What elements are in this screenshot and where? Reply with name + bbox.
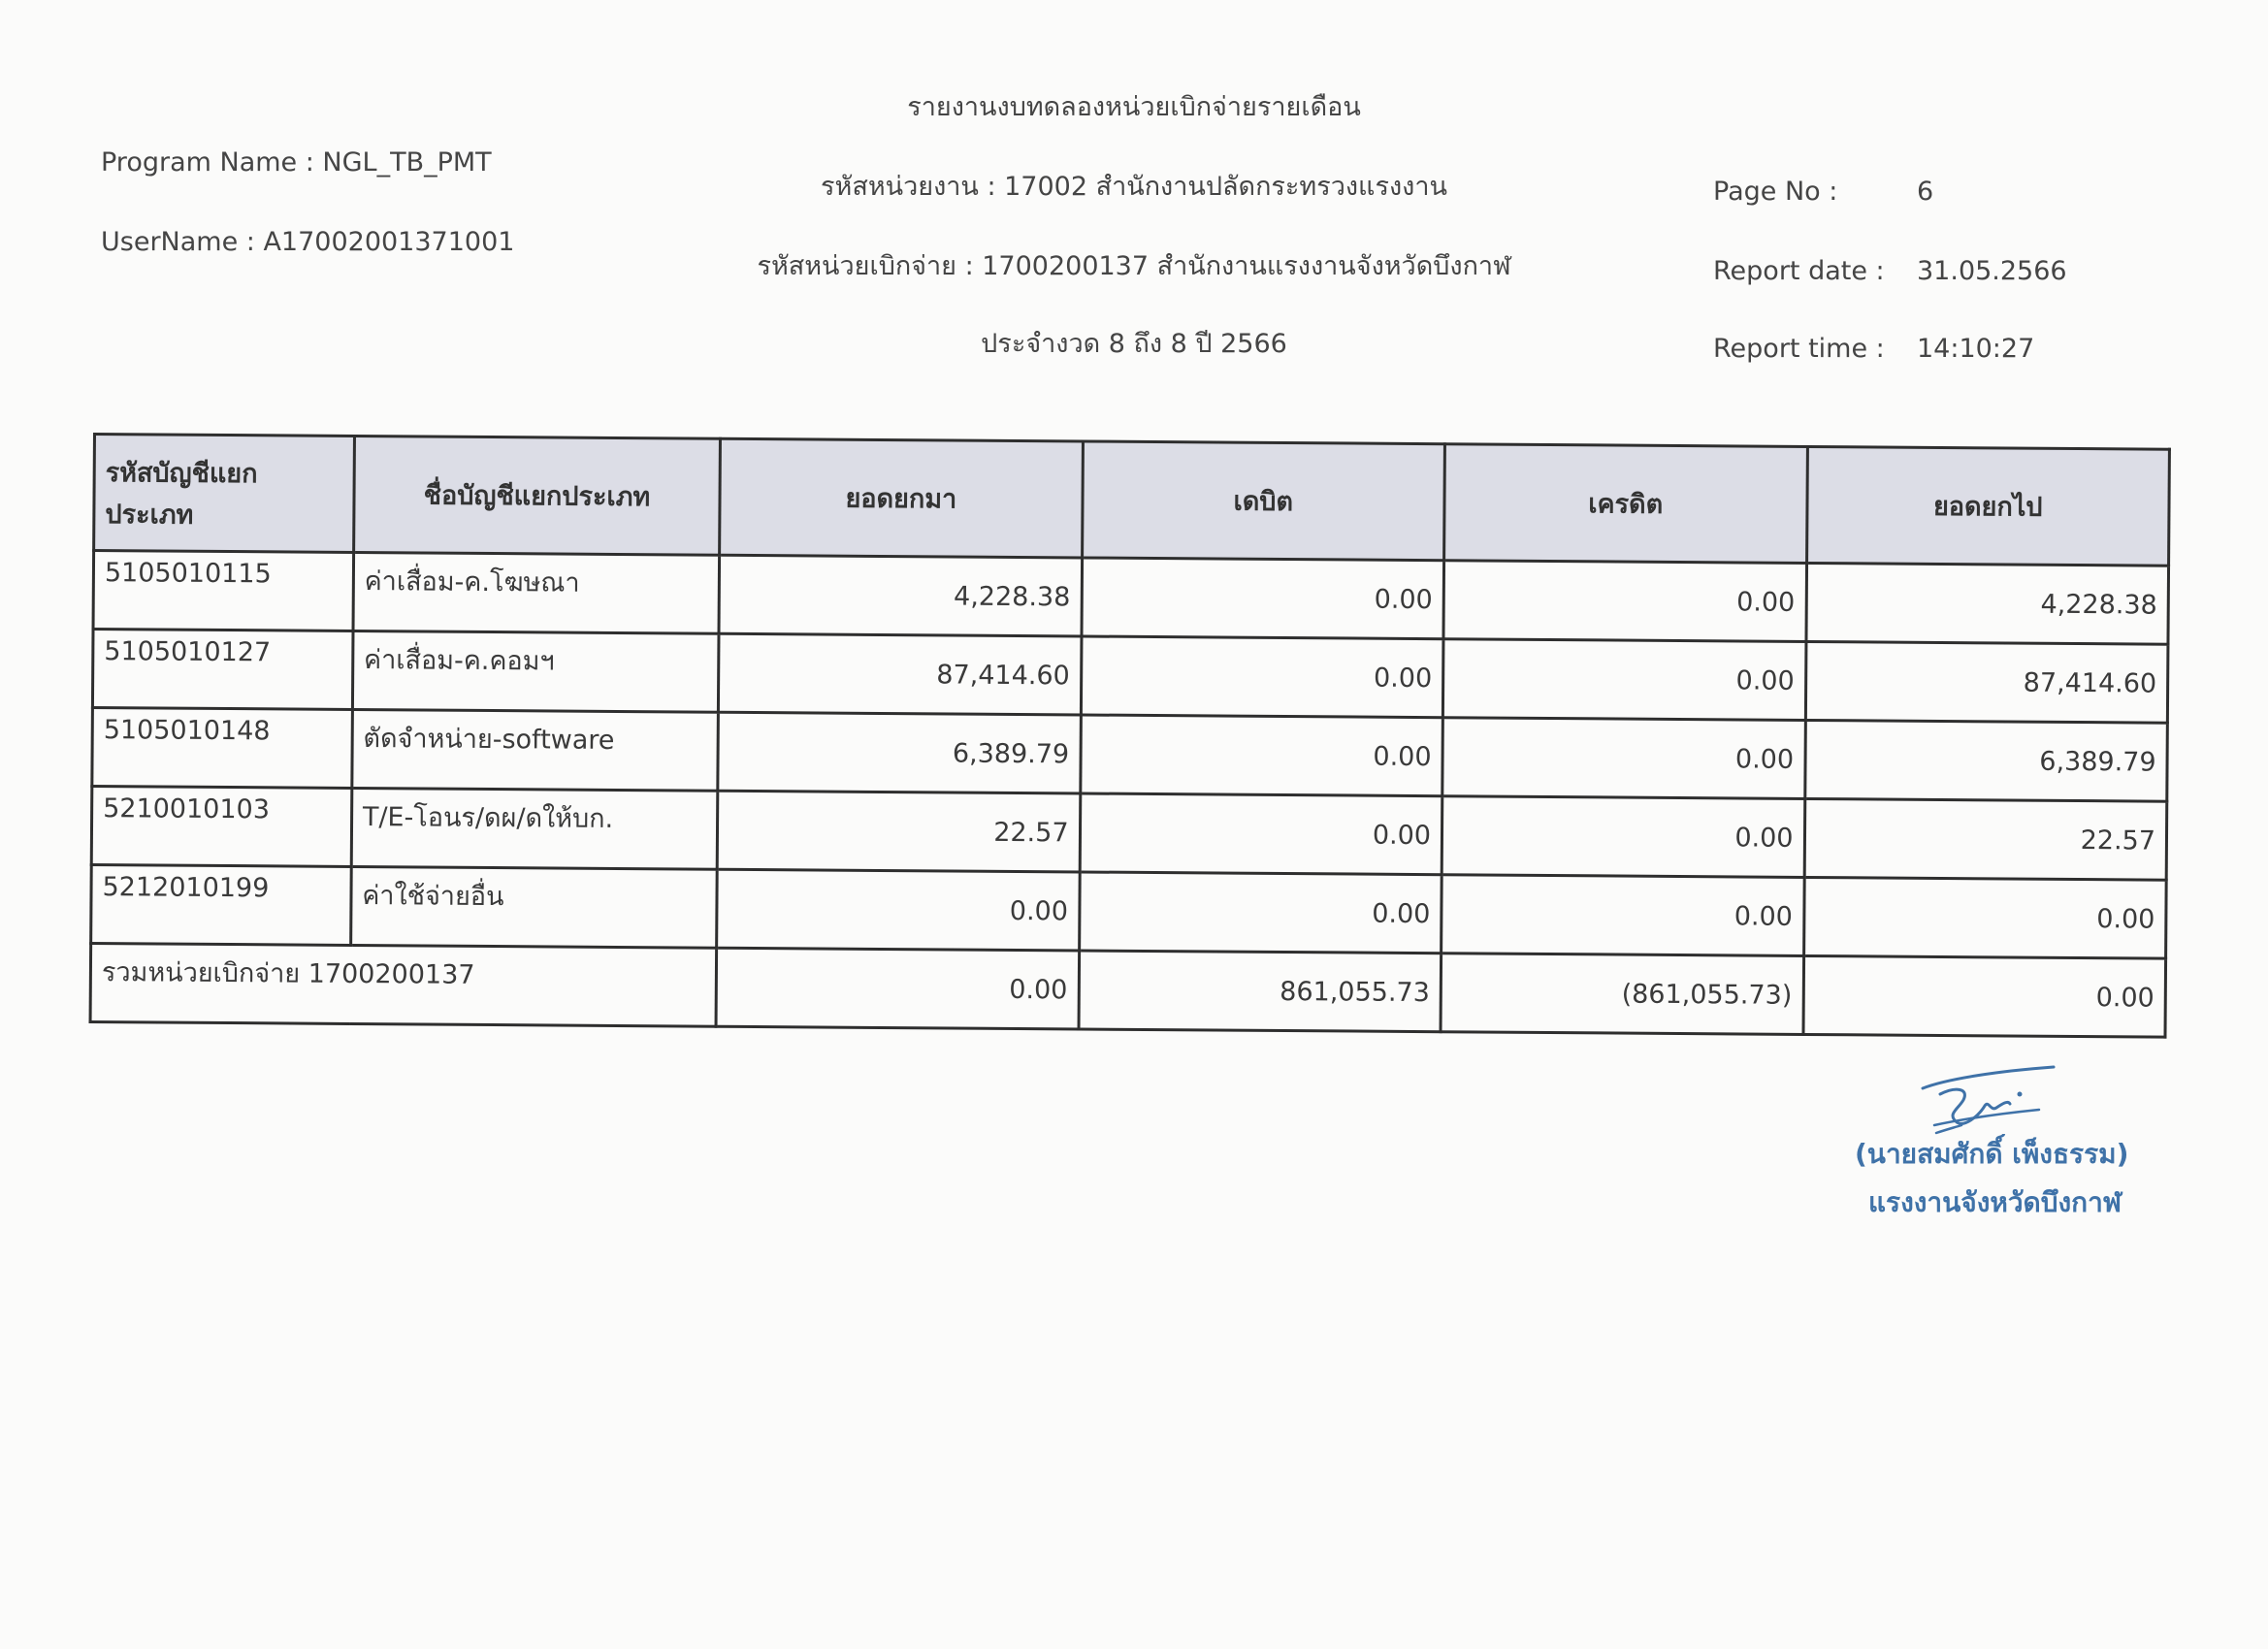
carried-forward: 4,228.38 bbox=[1805, 563, 2168, 644]
credit: 0.00 bbox=[1442, 718, 1805, 799]
account-name: ค่าเสื่อม-ค.โฆษณา bbox=[353, 552, 720, 633]
credit: 0.00 bbox=[1442, 875, 1804, 956]
col-header-credit: เครดิต bbox=[1444, 444, 1807, 564]
signatory-name: (นายสมศักดิ์ เพ็งธรรม) bbox=[1855, 1138, 2129, 1170]
account-code: 5105010127 bbox=[92, 630, 352, 710]
account-code: 5212010199 bbox=[91, 864, 351, 945]
col-header-debit: เดบิต bbox=[1082, 441, 1444, 561]
table-row bbox=[91, 864, 2167, 958]
report-date bbox=[1713, 256, 2067, 286]
carried-forward: 22.57 bbox=[1804, 798, 2167, 880]
total-credit: (861,055.73) bbox=[1441, 954, 1803, 1035]
col-header-account-name: ชื่อบัญชีแยกประเภท bbox=[353, 436, 720, 555]
total-brought-forward: 0.00 bbox=[716, 948, 1079, 1029]
program-name: Program Name : NGL_TB_PMT bbox=[101, 147, 492, 178]
page-no bbox=[1713, 177, 1933, 207]
page-no-label: Page No : bbox=[1713, 177, 1838, 207]
account-code: 5210010103 bbox=[91, 787, 351, 867]
carried-forward: 87,414.60 bbox=[1805, 641, 2168, 723]
carried-forward: 6,389.79 bbox=[1804, 720, 2167, 801]
trial-balance-table bbox=[89, 433, 2171, 1039]
account-code: 5105010115 bbox=[93, 551, 353, 631]
total-debit: 861,055.73 bbox=[1079, 951, 1442, 1032]
brought-forward: 87,414.60 bbox=[719, 633, 1082, 715]
table-header-row bbox=[94, 435, 2170, 566]
report-title: รายงานงบทดลองหน่วยเบิกจ่ายรายเดือน bbox=[907, 92, 1361, 122]
debit: 0.00 bbox=[1081, 636, 1443, 718]
report-date-label: Report date : bbox=[1713, 256, 1885, 286]
period-line: ประจำงวด 8 ถึง 8 ปี 2566 bbox=[981, 329, 1287, 359]
total-label: รวมหน่วยเบิกจ่าย 1700200137 bbox=[90, 943, 717, 1026]
signatory-title: แรงงานจังหวัดบึงกาฬ bbox=[1868, 1186, 2122, 1218]
page-no-value: 6 bbox=[1917, 177, 1934, 207]
account-name: ค่าเสื่อม-ค.คอมฯ bbox=[352, 630, 719, 712]
report-date-value: 31.05.2566 bbox=[1917, 256, 2067, 286]
col-header-carried-forward: ยอดยกไป bbox=[1806, 446, 2169, 566]
account-name: ตัดจำหน่าย-software bbox=[352, 709, 719, 791]
debit: 0.00 bbox=[1080, 793, 1442, 875]
carried-forward: 0.00 bbox=[1803, 877, 2166, 958]
debit: 0.00 bbox=[1080, 715, 1442, 796]
brought-forward: 4,228.38 bbox=[719, 555, 1082, 636]
table-total-row bbox=[90, 943, 2166, 1037]
credit: 0.00 bbox=[1442, 796, 1804, 878]
account-name: T/E-โอนร/ดผ/ดให้บก. bbox=[351, 788, 718, 869]
brought-forward: 6,389.79 bbox=[718, 712, 1081, 793]
credit: 0.00 bbox=[1442, 639, 1805, 721]
debit: 0.00 bbox=[1082, 558, 1444, 639]
brought-forward: 22.57 bbox=[717, 791, 1080, 872]
report-time bbox=[1713, 334, 2034, 364]
user-name: UserName : A17002001371001 bbox=[101, 227, 515, 257]
account-name: ค่าใช้จ่ายอื่น bbox=[350, 866, 717, 948]
table-row bbox=[92, 630, 2168, 724]
table-row bbox=[91, 787, 2167, 881]
report-time-value: 14:10:27 bbox=[1917, 334, 2035, 364]
total-carried-forward: 0.00 bbox=[1803, 955, 2166, 1037]
report-time-label: Report time : bbox=[1713, 334, 1885, 364]
col-header-account-code: รหัสบัญชีแยกประเภท bbox=[94, 435, 355, 553]
brought-forward: 0.00 bbox=[717, 869, 1080, 951]
credit: 0.00 bbox=[1443, 561, 1806, 642]
col-header-brought-forward: ยอดยกมา bbox=[720, 438, 1083, 558]
account-code: 5105010148 bbox=[92, 708, 352, 789]
agency-line: รหัสหน่วยงาน : 17002 สำนักงานปลัดกระทรวงแรงงาน bbox=[821, 172, 1447, 202]
table-row bbox=[93, 551, 2169, 645]
debit: 0.00 bbox=[1079, 872, 1442, 954]
disbursement-unit-line: รหัสหน่วยเบิกจ่าย : 1700200137 สำนักงานแรงงานจังหวัดบึงกาฬ bbox=[757, 251, 1511, 281]
table-row bbox=[92, 708, 2168, 802]
handwritten-signature bbox=[1855, 1065, 2136, 1143]
